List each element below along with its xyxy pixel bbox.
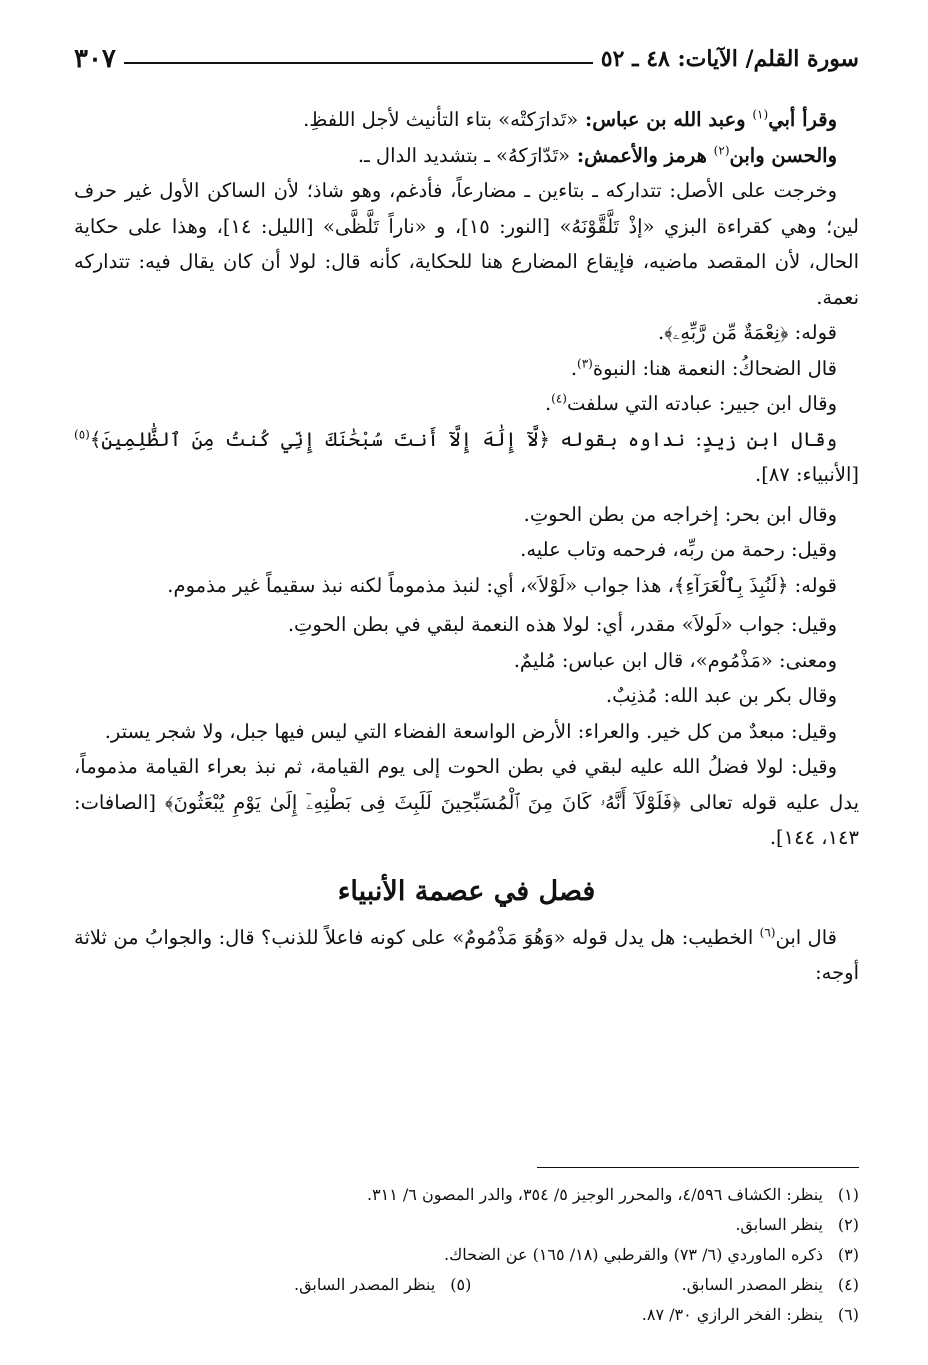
footnote: (٤) ينظر المصدر السابق. xyxy=(681,1275,859,1294)
section-heading: فصل في عصمة الأنبياء xyxy=(337,875,596,907)
paragraph: وقيل: مبعدٌ من كل خير. والعراء: الأرض الواسعة الفضاء التي ليس فيها جبل، ولا شجر يستر. xyxy=(104,719,837,743)
footnote-ref: (٦) xyxy=(759,925,776,939)
paragraph: وقال ابن زيدٍ: نداوه بقوله ﴿لَّآ إِلَٰهَ إِلَّآ أَنتَ سُبْحَٰنَكَ إِنِّي كُنتُ مِنَ ٱلظَّٰلِمِينَ﴾$^{(٥)}$ [الأنبياء: ٨٧]. xyxy=(74,427,859,486)
paragraph: وقيل: لولا فضلُ الله عليه لبقي في بطن الحوت إلى يوم القيامة، ثم نبذ بعراء القيامة مذموماً، يدل عليه قوله تعالى ﴿فَلَوْلَآ أَنَّهُۥ كَانَ مِنَ ٱلْمُسَبِّحِينَ لَلَبِثَ فِى بَطْنِهِۦٓ إِلَىٰ يَوْمِ يُبْعَثُونَ﴾ [الصافات: ١٤٣، ١٤٤]. xyxy=(74,755,859,849)
paragraph: والحسن وابن$^{(٢)}$ هرمز والأعمش: «تَدّارَكهُ» ـ بتشديد الدال ـ. xyxy=(357,143,837,167)
paragraph: وقيل: جواب «لَولاَ» مقدر، أي: لولا هذه النعمة لبقي في بطن الحوتِ. xyxy=(287,613,837,636)
footnote-ref: (٣) xyxy=(577,356,593,370)
book-page xyxy=(74,34,859,1334)
page-number: ٣٠٧ xyxy=(74,44,116,74)
paragraph: وقيل: رحمة من ربِّه، فرحمه وتاب عليه. xyxy=(520,538,837,561)
footnote-ref: (٥) xyxy=(74,427,90,441)
paragraph: وخرجت على الأصل: تتداركه ـ بتاءين ـ مضارعاً، فأدغم، وهو شاذ؛ لأن الساكن الأول غير حرف لين؛ وهي كقراءة البزي «إذْ تَلَّقَّوْنَهُ» [النور: ١٥]، و «ناراً تَلَّظَّى» [الليل: ١٤]، وهذا على حكاية الحال، لأن المقصد ماضيه، فإيقاع المضارع هنا للحكاية، كأنه قال: لولا أن كان يقال فيه: تتداركه نعمة. xyxy=(74,179,860,309)
paragraph: ومعنى: «مَذْمُوم»، قال ابن عباس: مُليمٌ. xyxy=(513,648,837,672)
paragraph: قوله: ﴿نِعْمَةٌ مِّن رَّبِّهِۦ﴾. xyxy=(658,321,837,344)
running-title: سورة القلم/ الآيات: ٤٨ ـ ٥٢ xyxy=(600,46,859,72)
footnote-separator xyxy=(537,1167,859,1168)
paragraph: وقال ابن بحر: إخراجه من بطن الحوتِ. xyxy=(523,502,837,526)
footnote: (٥) ينظر المصدر السابق. xyxy=(294,1275,472,1294)
footnote-ref: (٤) xyxy=(551,391,567,406)
footnote: (٣) ذكره الماوردي (٦/ ٧٣) والقرطبي (١٨/ ١٦٥) عن الضحاك. xyxy=(444,1245,859,1264)
footnote: (٢) ينظر السابق. xyxy=(735,1215,859,1234)
footnotes xyxy=(74,1180,859,1330)
footnote-row xyxy=(294,1270,859,1300)
footnote-ref: (٢) xyxy=(713,143,730,157)
footnote: (٦) ينظر: الفخر الرازي ٣٠/ ٨٧. xyxy=(641,1305,859,1324)
paragraph: وقال ابن جبير: عبادته التي سلفت$^{(٤)}$. xyxy=(544,391,837,415)
paragraph: وقال بكر بن عبد الله: مُذنِبٌ. xyxy=(605,684,837,707)
paragraph: قال الضحاكُ: النعمة هنا: النبوة$^{(٣)}$. xyxy=(570,356,837,380)
header-rule xyxy=(124,62,593,64)
page-header xyxy=(74,34,859,74)
footnote-ref: (١) xyxy=(752,107,769,122)
paragraph: قوله: ﴿لَنُبِذَ بِٱلْعَرَآءِ﴾، هذا جواب «لَوْلاَ»، أي: لنبذ مذموماً لكنه نبذ سقيماً غير مذموم. xyxy=(167,573,837,597)
main-text xyxy=(74,102,859,991)
paragraph: وقرأ أبي$^{(١)}$ وعبد الله بن عباس: «تَدارَكتْه» بتاء التأنيث لأجل اللفظِ. xyxy=(303,107,837,131)
footnote: (١) ينظر: الكشاف ٤/٥٩٦، والمحرر الوجيز ٥/ ٣٥٤، والدر المصون ٦/ ٣١١. xyxy=(366,1185,859,1204)
paragraph: قال ابن$^{(٦)}$ الخطيب: هل يدل قوله «وَهُوَ مَذْمُومٌ» على كونه فاعلاً للذنب؟ قال: والجوابُ من ثلاثة أوجه: xyxy=(74,925,859,984)
